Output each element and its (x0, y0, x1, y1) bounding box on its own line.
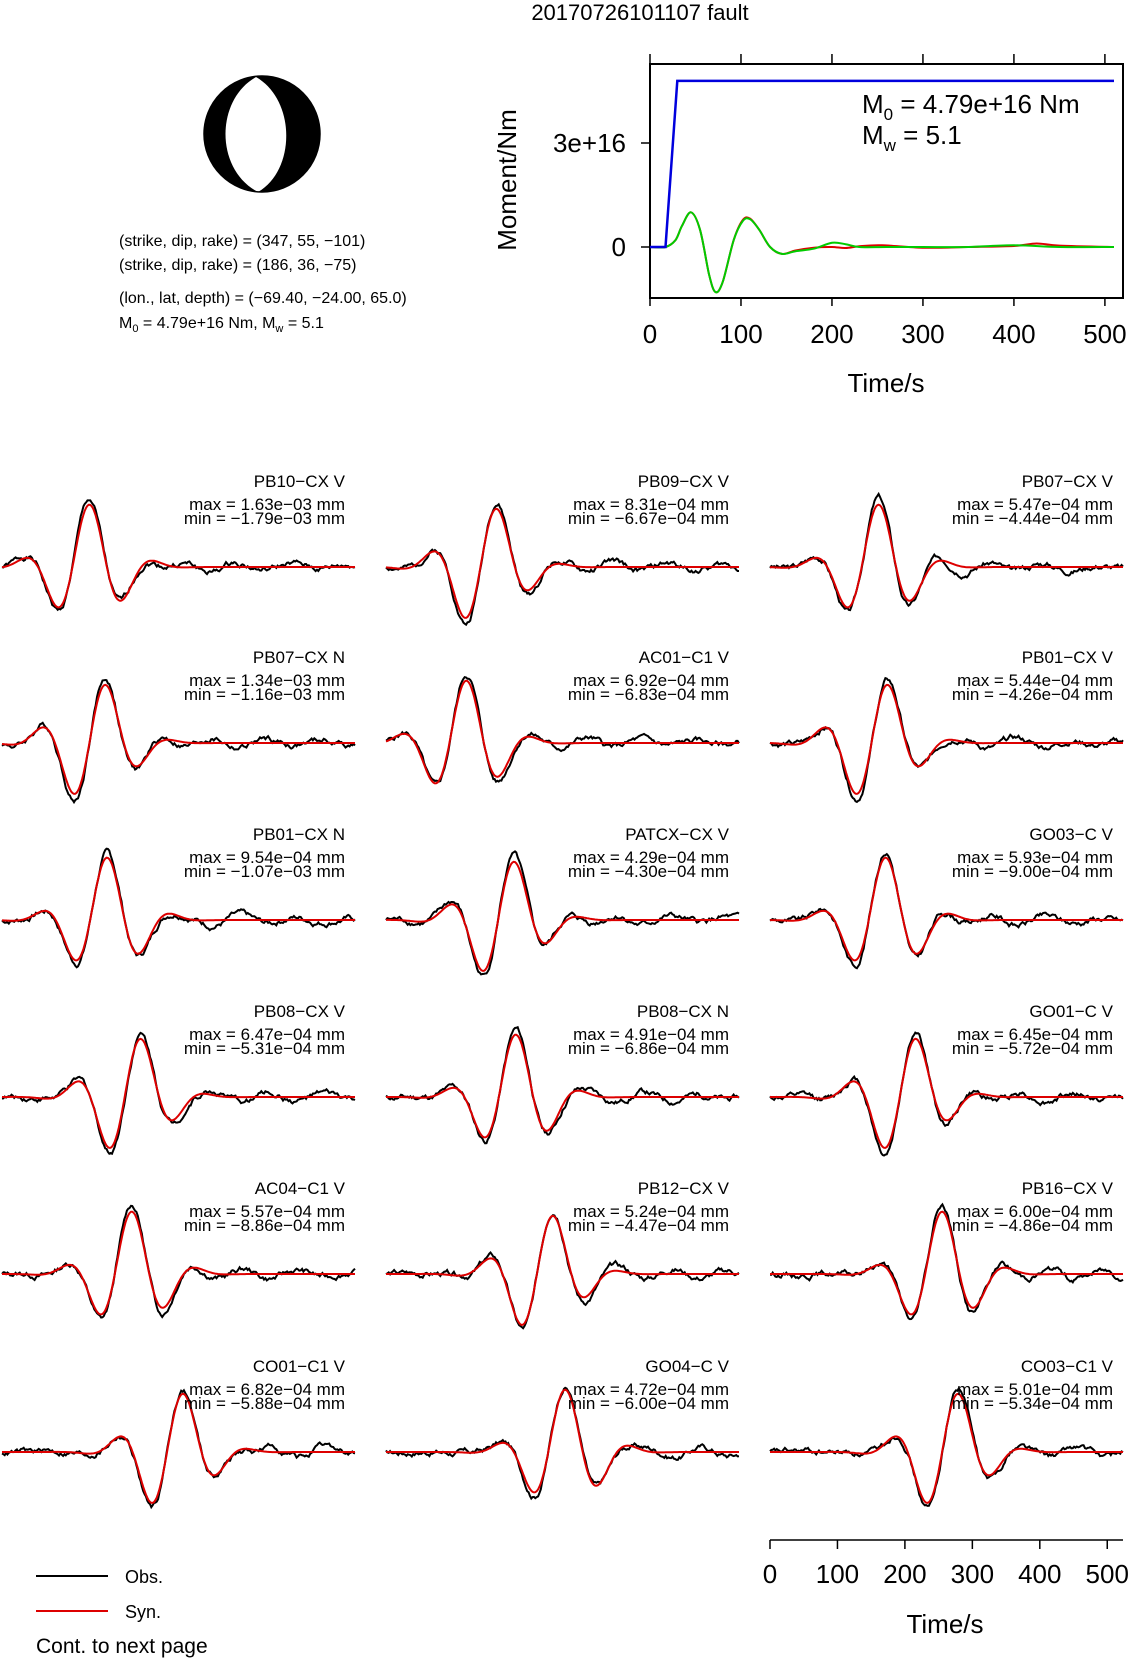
beachball (204, 76, 320, 192)
moment-xtick-label: 500 (1083, 319, 1127, 349)
station-panel (386, 648, 739, 783)
station-max: max = 1.34e−03 mm (189, 671, 345, 690)
station-min: min = −1.16e−03 mm (183, 685, 345, 704)
waveform-xtick-label: 400 (1018, 1559, 1062, 1589)
moment-ytick-label: 0 (611, 232, 626, 262)
station-min: min = −9.00e−04 mm (951, 862, 1113, 881)
station-name: AC01−C1 V (638, 648, 729, 667)
station-panel (386, 1357, 739, 1499)
station-name: GO01−C V (1029, 1002, 1113, 1021)
station-min: min = −6.00e−04 mm (567, 1394, 729, 1413)
moment-plot-ylabel: Moment/Nm (492, 109, 522, 251)
station-min: min = −6.86e−04 mm (567, 1039, 729, 1058)
station-panel (770, 648, 1123, 802)
mechanism-moment: $M_0 = 4.79e+16$ Nm, $M_w = 5.1$ (119, 315, 324, 335)
station-max: max = 6.45e−04 mm (957, 1025, 1113, 1044)
station-max: max = 4.91e−04 mm (573, 1025, 729, 1044)
waveform-xtick-label: 0 (762, 1559, 778, 1589)
moment-plot-mw: $M_w = 5.1$ (862, 120, 962, 155)
station-min: min = −4.26e−04 mm (951, 685, 1113, 704)
station-max: max = 5.47e−04 mm (957, 495, 1113, 514)
station-panel (2, 1002, 355, 1154)
station-name: PATCX−CX V (625, 825, 729, 844)
station-panel (2, 648, 355, 802)
moment-ytick-label: 3e+16 (552, 128, 626, 158)
station-panel (770, 1002, 1123, 1156)
station-name: PB09−CX V (637, 472, 729, 491)
station-panel (2, 825, 355, 967)
station-min: min = −5.88e−04 mm (183, 1394, 345, 1413)
station-max: max = 5.01e−04 mm (957, 1380, 1113, 1399)
station-panel (770, 1179, 1123, 1319)
moment-xtick-label: 300 (901, 319, 945, 349)
station-max: max = 8.31e−04 mm (573, 495, 729, 514)
station-min: min = −1.79e−03 mm (183, 509, 345, 528)
moment-plot-xlabel: Time/s (847, 368, 925, 398)
station-min: min = −6.67e−04 mm (567, 509, 729, 528)
station-min: min = −5.34e−04 mm (951, 1394, 1113, 1413)
moment-rate-red-line (650, 212, 1114, 292)
legend-syn-label: Syn. (125, 1602, 162, 1622)
legend-obs-label: Obs. (125, 1567, 164, 1587)
figure-title: 20170726101107 fault (531, 0, 749, 25)
waveform-time-axis (763, 1540, 1129, 1589)
station-panel (770, 825, 1123, 968)
station-max: max = 4.72e−04 mm (573, 1380, 729, 1399)
station-min: min = −5.31e−04 mm (183, 1039, 345, 1058)
station-max: max = 6.47e−04 mm (189, 1025, 345, 1044)
station-max: max = 5.57e−04 mm (189, 1202, 345, 1221)
station-max: max = 6.82e−04 mm (189, 1380, 345, 1399)
moment-xtick-label: 200 (810, 319, 854, 349)
station-min: min = −1.07e−03 mm (183, 862, 345, 881)
station-panel (386, 1179, 739, 1328)
mechanism-plane-1: (strike, dip, rake) = (347, 55, −101) (119, 233, 366, 250)
station-name: PB01−CX N (252, 825, 345, 844)
station-name: PB01−CX V (1021, 648, 1113, 667)
station-max: max = 5.24e−04 mm (573, 1202, 729, 1221)
waveform-xtick-label: 100 (815, 1559, 860, 1589)
station-max: max = 5.44e−04 mm (957, 671, 1113, 690)
station-max: max = 9.54e−04 mm (189, 848, 345, 867)
station-min: min = −4.44e−04 mm (951, 509, 1113, 528)
station-min: min = −5.72e−04 mm (951, 1039, 1113, 1058)
station-max: max = 5.93e−04 mm (957, 848, 1113, 867)
moment-plot-m0: $M_0 = 4.79e+16$ Nm (862, 89, 1080, 124)
station-name: PB16−CX V (1021, 1179, 1113, 1198)
waveform-xtick-label: 200 (883, 1559, 927, 1589)
station-panel (2, 1357, 355, 1507)
station-panel (770, 472, 1123, 610)
mechanism-info (119, 233, 407, 335)
footer-note: Cont. to next page (36, 1635, 208, 1658)
moment-rate-green-line (650, 212, 1114, 292)
station-panel (2, 1179, 355, 1318)
station-name: PB07−CX N (252, 648, 345, 667)
waveform-xtick-label: 500 (1085, 1559, 1129, 1589)
station-min: min = −4.47e−04 mm (567, 1216, 729, 1235)
moment-xtick-label: 100 (719, 319, 763, 349)
station-min: min = −4.30e−04 mm (567, 862, 729, 881)
station-name: PB08−CX V (253, 1002, 345, 1021)
station-name: GO04−C V (645, 1357, 729, 1376)
station-max: max = 4.29e−04 mm (573, 848, 729, 867)
moment-xtick-label: 400 (992, 319, 1036, 349)
station-name: CO03−C1 V (1020, 1357, 1113, 1376)
station-panel (770, 1357, 1123, 1506)
station-name: PB07−CX V (1021, 472, 1113, 491)
station-max: max = 6.92e−04 mm (573, 671, 729, 690)
station-name: GO03−C V (1029, 825, 1113, 844)
mechanism-location: (lon., lat, depth) = (−69.40, −24.00, 65.0) (119, 290, 407, 307)
station-min: min = −6.83e−04 mm (567, 685, 729, 704)
moment-plot (492, 54, 1127, 398)
legend (36, 1567, 163, 1622)
station-name: CO01−C1 V (252, 1357, 345, 1376)
station-name: PB10−CX V (253, 472, 345, 491)
station-max: max = 1.63e−03 mm (189, 495, 345, 514)
waveform-panels (2, 472, 1123, 1507)
station-panel (386, 1002, 739, 1143)
station-panel (2, 472, 355, 610)
station-name: AC04−C1 V (254, 1179, 345, 1198)
moment-xtick-label: 0 (642, 319, 658, 349)
station-panel (386, 825, 739, 974)
station-min: min = −4.86e−04 mm (951, 1216, 1113, 1235)
waveform-time-xlabel: Time/s (906, 1609, 984, 1639)
station-max: max = 6.00e−04 mm (957, 1202, 1113, 1221)
waveform-xtick-label: 300 (950, 1559, 995, 1589)
station-name: PB08−CX N (636, 1002, 729, 1021)
mechanism-plane-2: (strike, dip, rake) = (186, 36, −75) (119, 257, 357, 274)
station-panel (386, 472, 739, 625)
station-name: PB12−CX V (637, 1179, 729, 1198)
station-min: min = −8.86e−04 mm (183, 1216, 345, 1235)
